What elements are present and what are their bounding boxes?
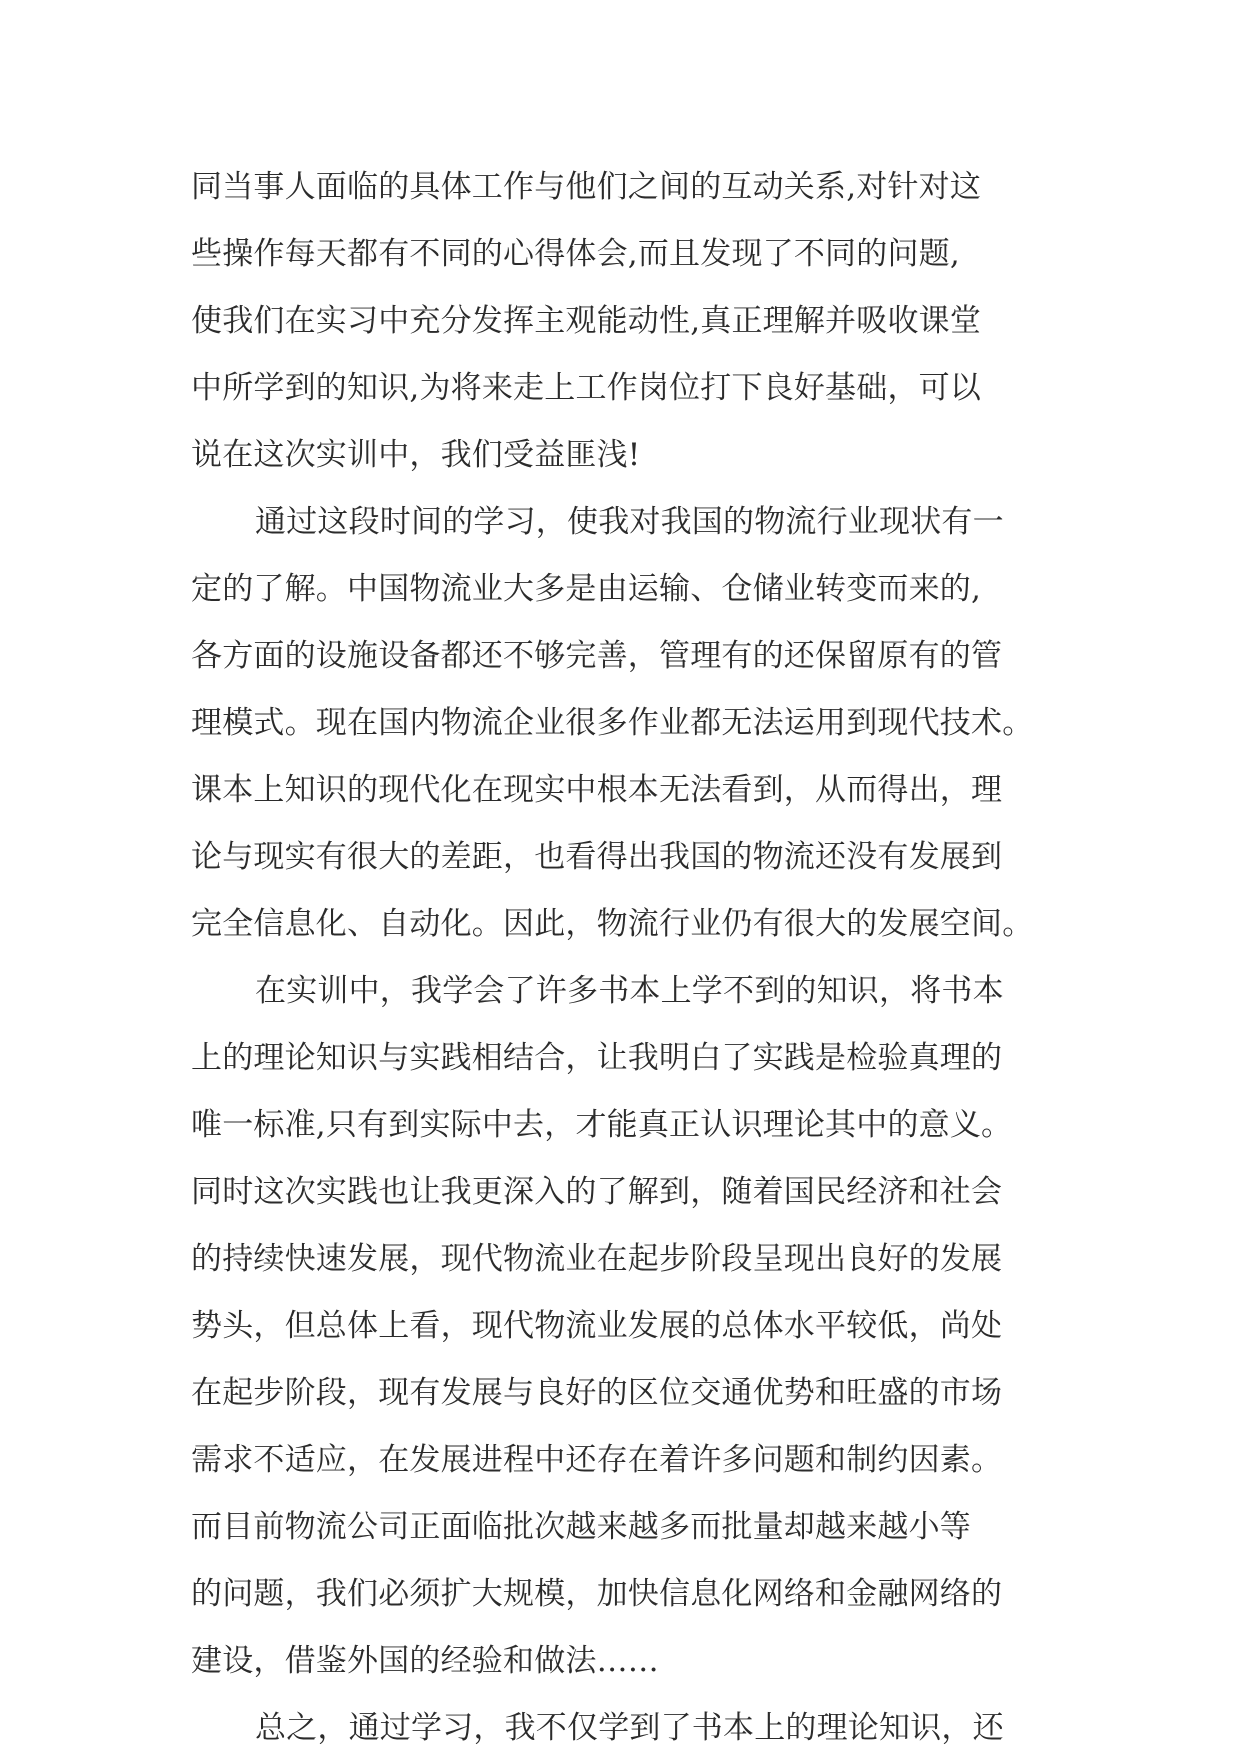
text-line: 定的了解。中国物流业大多是由运输、仓储业转变而来的, [191, 571, 982, 607]
text-line: 需求不适应，在发展进程中还存在着许多问题和制约因素。 [191, 1442, 1003, 1478]
text-line: 通过这段时间的学习，使我对我国的物流行业现状有一 [255, 504, 1004, 540]
text-line: 建设，借鉴外国的经验和做法…… [191, 1643, 659, 1679]
text-line: 势头，但总体上看，现代物流业发展的总体水平较低，尚处 [191, 1308, 1003, 1344]
text-line: 同时这次实践也让我更深入的了解到，随着国民经济和社会 [191, 1174, 1003, 1210]
text-line: 说在这次实训中，我们受益匪浅! [191, 437, 641, 473]
document-body [191, 154, 1071, 1762]
text-line: 上的理论知识与实践相结合，让我明白了实践是检验真理的 [191, 1040, 1003, 1076]
text-line: 理模式。现在国内物流企业很多作业都无法运用到现代技术。 [191, 705, 1034, 741]
text-line: 论与现实有很大的差距，也看得出我国的物流还没有发展到 [191, 839, 1003, 875]
text-line: 总之，通过学习，我不仅学到了书本上的理论知识，还 [255, 1710, 1004, 1746]
text-line: 中所学到的知识,为将来走上工作岗位打下良好基础，可以 [191, 370, 982, 406]
text-line: 各方面的设施设备都还不够完善，管理有的还保留原有的管 [191, 638, 1003, 674]
text-line: 在起步阶段，现有发展与良好的区位交通优势和旺盛的市场 [191, 1375, 1003, 1411]
text-line: 而目前物流公司正面临批次越来越多而批量却越来越小等 [191, 1509, 971, 1545]
text-line: 完全信息化、自动化。因此，物流行业仍有很大的发展空间。 [191, 906, 1034, 942]
text-line: 的持续快速发展，现代物流业在起步阶段呈现出良好的发展 [191, 1241, 1003, 1277]
text-line: 使我们在实习中充分发挥主观能动性,真正理解并吸收课堂 [191, 303, 982, 339]
text-line: 课本上知识的现代化在现实中根本无法看到，从而得出，理 [191, 772, 1003, 808]
paragraph [191, 489, 1071, 958]
text-line: 的问题，我们必须扩大规模，加快信息化网络和金融网络的 [191, 1576, 1003, 1612]
text-line: 同当事人面临的具体工作与他们之间的互动关系,对针对这 [191, 169, 982, 205]
paragraph [191, 1695, 1071, 1762]
text-line: 些操作每天都有不同的心得体会,而且发现了不同的问题, [191, 236, 960, 272]
paragraph [191, 154, 1071, 489]
text-line: 在实训中，我学会了许多书本上学不到的知识，将书本 [255, 973, 1004, 1009]
paragraph [191, 958, 1071, 1695]
text-line: 唯一标准,只有到实际中去，才能真正认识理论其中的意义。 [191, 1107, 1013, 1143]
